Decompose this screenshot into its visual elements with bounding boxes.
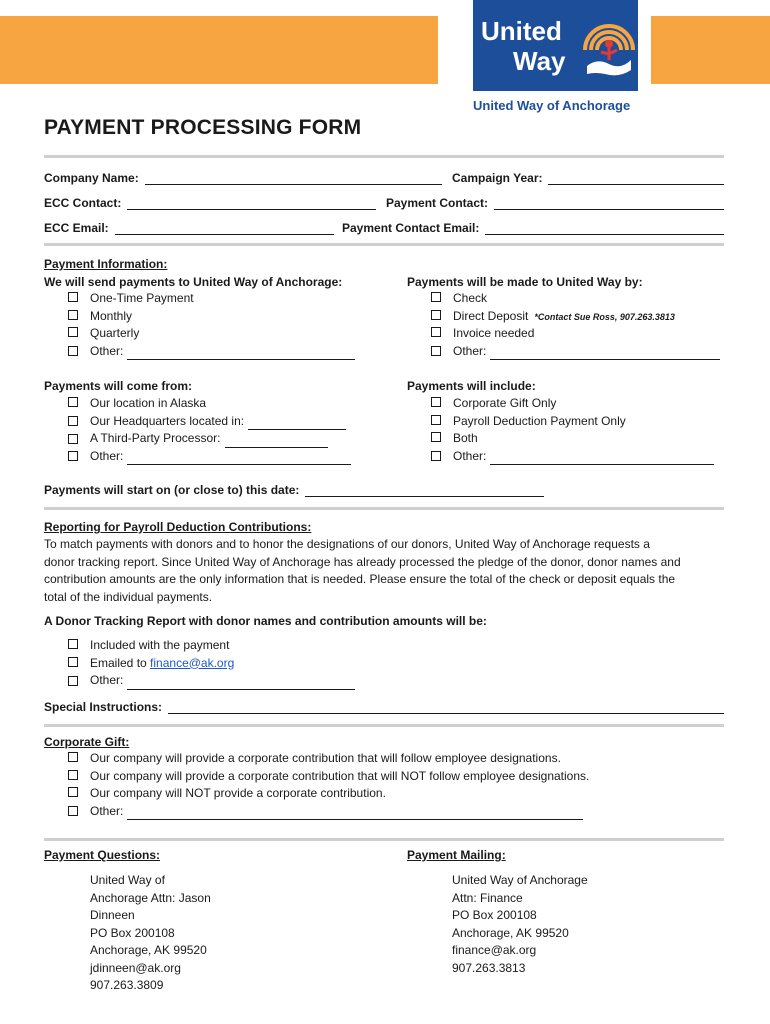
option-label: Invoice needed: [453, 326, 535, 340]
option-emailed[interactable]: [68, 655, 388, 673]
option-not-follow-designations[interactable]: [68, 768, 728, 786]
option-gift-other[interactable]: [68, 803, 728, 821]
header-orange-bar-left: [0, 16, 438, 84]
company-name-line[interactable]: [145, 172, 442, 185]
ecc-contact-field[interactable]: [44, 196, 376, 210]
send-options-list: [68, 290, 368, 360]
option-included[interactable]: [68, 637, 388, 655]
divider: [44, 155, 724, 158]
start-date-label: Payments will start on (or close to) this date:: [44, 483, 300, 497]
option-tracking-other[interactable]: [68, 672, 388, 690]
header-orange-bar-right: [651, 16, 770, 84]
payment-contact-label: Payment Contact:: [386, 196, 489, 210]
option-headquarters[interactable]: [68, 413, 368, 431]
option-label: Emailed to: [90, 655, 147, 670]
direct-deposit-note: *Contact Sue Ross, 907.263.3813: [534, 311, 675, 322]
option-label: Our location in Alaska: [90, 396, 207, 410]
option-from-other[interactable]: [68, 448, 368, 466]
divider: [44, 838, 724, 841]
special-instructions-line[interactable]: [168, 701, 724, 714]
checkbox[interactable]: [68, 434, 78, 444]
start-date-field[interactable]: [44, 483, 544, 497]
checkbox[interactable]: [431, 327, 441, 337]
option-label: One-Time Payment: [90, 291, 194, 305]
other-line[interactable]: [127, 677, 355, 690]
option-one-time[interactable]: [68, 290, 368, 308]
option-label: Payroll Deduction Payment Only: [453, 413, 626, 428]
address-line: 907.263.3813: [452, 960, 526, 975]
address-line: Anchorage, AK 99520: [90, 943, 207, 957]
start-date-line[interactable]: [305, 484, 544, 497]
option-label: Our company will provide a corporate contribution that will NOT follow employee designations.: [90, 768, 590, 783]
option-no-contribution[interactable]: [68, 785, 728, 803]
corporate-gift-heading: Corporate Gift:: [44, 735, 130, 749]
ecc-contact-line[interactable]: [127, 197, 376, 210]
checkbox[interactable]: [68, 752, 78, 762]
company-name-label: Company Name:: [44, 171, 139, 185]
checkbox[interactable]: [68, 451, 78, 461]
option-label: Monthly: [90, 308, 133, 323]
address-line: United Way of: [90, 873, 165, 887]
payment-contact-field[interactable]: [386, 196, 724, 210]
divider: [44, 724, 724, 727]
ecc-contact-label: ECC Contact:: [44, 196, 122, 210]
address-line: finance@ak.org: [452, 943, 537, 957]
option-both[interactable]: [431, 430, 731, 448]
payment-contact-email-label: Payment Contact Email:: [342, 221, 480, 235]
reporting-paragraph: [44, 536, 734, 606]
checkbox[interactable]: [68, 346, 78, 356]
checkbox[interactable]: [68, 676, 78, 686]
payment-questions-heading: Payment Questions:: [44, 848, 161, 862]
option-label: Included with the payment: [90, 638, 230, 652]
finance-email-link[interactable]: finance@ak.org: [150, 655, 235, 670]
checkbox[interactable]: [431, 346, 441, 356]
option-label: Other:: [90, 803, 124, 818]
tracking-options-list: [68, 637, 388, 690]
option-label: A Third-Party Processor:: [90, 431, 221, 445]
checkbox[interactable]: [68, 806, 78, 816]
option-label: Corporate Gift Only: [453, 396, 557, 410]
checkbox[interactable]: [68, 770, 78, 780]
checkbox[interactable]: [431, 451, 441, 461]
checkbox[interactable]: [431, 432, 441, 442]
ecc-email-line[interactable]: [115, 222, 334, 235]
address-line: Anchorage Attn: Jason: [90, 890, 211, 905]
option-invoice[interactable]: [431, 325, 731, 343]
special-instructions-field[interactable]: [44, 700, 724, 714]
other-line[interactable]: [127, 452, 351, 465]
divider: [44, 243, 724, 246]
ecc-email-field[interactable]: [44, 221, 334, 235]
address-line: Attn: Finance: [452, 890, 523, 905]
checkbox[interactable]: [431, 310, 441, 320]
checkbox[interactable]: [431, 397, 441, 407]
option-label: Other:: [453, 343, 487, 358]
divider: [44, 507, 724, 510]
address-line: United Way of Anchorage: [452, 873, 588, 887]
checkbox[interactable]: [431, 292, 441, 302]
option-check[interactable]: [431, 290, 731, 308]
option-include-other[interactable]: [431, 448, 731, 466]
option-label: Our Headquarters located in:: [90, 413, 245, 428]
option-label: Our company will NOT provide a corporate contribution.: [90, 786, 386, 800]
option-alaska[interactable]: [68, 395, 368, 413]
option-monthly[interactable]: [68, 308, 368, 326]
paragraph-line: contribution amounts are the only information that is needed. Please ensure the total of the check or deposit equals the: [44, 572, 676, 586]
payment-contact-email-field[interactable]: [342, 221, 724, 235]
payment-contact-email-line[interactable]: [485, 222, 724, 235]
page-title: PAYMENT PROCESSING FORM: [44, 116, 362, 139]
option-label: Both: [453, 431, 478, 445]
headquarters-line[interactable]: [248, 417, 346, 430]
option-label: Other:: [90, 673, 124, 687]
company-name-field[interactable]: [44, 171, 442, 185]
made-by-label: Payments will be made to United Way by:: [407, 275, 643, 289]
checkbox[interactable]: [68, 327, 78, 337]
include-options-list: [431, 395, 731, 465]
option-made-other[interactable]: [431, 343, 731, 361]
address-line: Anchorage, AK 99520: [452, 925, 569, 940]
checkbox[interactable]: [68, 416, 78, 426]
from-options-list: [68, 395, 368, 465]
other-line[interactable]: [127, 807, 583, 820]
address-line: PO Box 200108: [90, 925, 175, 940]
paragraph-line: To match payments with donors and to honor the designations of our donors, United Way of Anchorage requests a: [44, 537, 650, 551]
other-line[interactable]: [127, 347, 355, 360]
address-line: 907.263.3809: [90, 978, 164, 992]
option-label: Quarterly: [90, 326, 140, 340]
option-quarterly[interactable]: [68, 325, 368, 343]
checkbox[interactable]: [431, 415, 441, 425]
checkbox[interactable]: [68, 397, 78, 407]
option-payroll-only[interactable]: [431, 413, 731, 431]
logo-subtitle: United Way of Anchorage: [473, 98, 631, 113]
campaign-year-line[interactable]: [548, 172, 724, 185]
mailing-address: [452, 872, 672, 977]
option-send-other[interactable]: [68, 343, 368, 361]
option-label: Other:: [90, 343, 124, 358]
checkbox[interactable]: [68, 292, 78, 302]
paragraph-line: donor tracking report. Since United Way of Anchorage has already processed the pledge of the donor, donor names and: [44, 554, 681, 569]
logo-line-1: United: [481, 16, 562, 46]
address-line: PO Box 200108: [452, 908, 537, 922]
corporate-gift-options: [68, 750, 728, 820]
option-label: Other:: [453, 448, 487, 463]
questions-address: [90, 872, 290, 995]
option-third-party[interactable]: [68, 430, 368, 448]
will-include-label: Payments will include:: [407, 379, 536, 393]
payment-mailing-heading: Payment Mailing:: [407, 848, 506, 862]
other-line[interactable]: [490, 452, 714, 465]
option-corporate-gift-only[interactable]: [431, 395, 731, 413]
made-options-list: [431, 290, 731, 360]
address-line: jdinneen@ak.org: [90, 960, 181, 975]
campaign-year-label: Campaign Year:: [452, 171, 543, 185]
other-line[interactable]: [490, 347, 720, 360]
checkbox[interactable]: [68, 310, 78, 320]
ecc-email-label: ECC Email:: [44, 221, 109, 235]
logo-line-2: Way: [513, 46, 566, 76]
send-payments-label: We will send payments to United Way of Anchorage:: [44, 275, 343, 289]
payment-info-heading: Payment Information:: [44, 257, 168, 271]
checkbox[interactable]: [68, 657, 78, 667]
payment-contact-line[interactable]: [494, 197, 724, 210]
option-follow-designations[interactable]: [68, 750, 728, 768]
address-line: Dinneen: [90, 908, 135, 922]
option-direct-deposit[interactable]: [431, 308, 731, 326]
third-party-line[interactable]: [225, 435, 328, 448]
campaign-year-field[interactable]: [452, 171, 724, 185]
united-way-logo: [473, 0, 638, 91]
tracking-report-label: A Donor Tracking Report with donor names and contribution amounts will be:: [44, 614, 487, 628]
reporting-heading: Reporting for Payroll Deduction Contributions:: [44, 520, 312, 534]
paragraph-line: total of the individual payments.: [44, 589, 213, 604]
checkbox[interactable]: [68, 639, 78, 649]
option-label: Check: [453, 291, 488, 305]
option-label: Direct Deposit: [453, 308, 529, 323]
option-label: Our company will provide a corporate contribution that will follow employee designations.: [90, 751, 561, 765]
option-label: Other:: [90, 448, 124, 463]
come-from-label: Payments will come from:: [44, 379, 193, 393]
special-instructions-label: Special Instructions:: [44, 700, 163, 714]
checkbox[interactable]: [68, 787, 78, 797]
logo-hand-icon: [581, 14, 635, 84]
